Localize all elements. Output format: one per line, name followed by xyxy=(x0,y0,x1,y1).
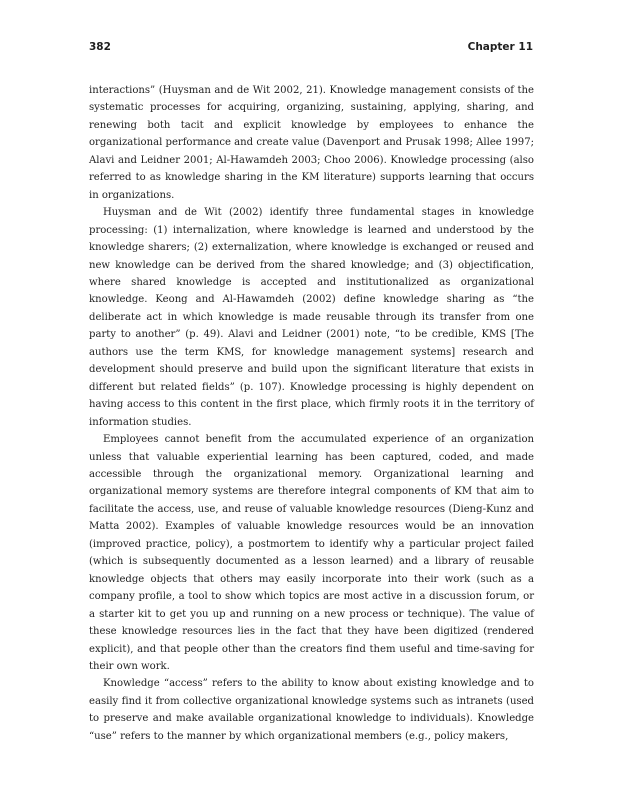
running-head xyxy=(89,41,533,57)
paragraph-continuation: interactions” (Huysman and de Wit 2002, 21). Knowledge management consists of the systematic processes for acquiring, organizing, sustaining, applying, sharing, and renewing both tacit and explicit knowledge by employees to enhance the organizational performance and create value (Davenport and Prusak 1998; Allee 1997; Alavi and Leidner 2001; Al-Hawamdeh 2003; Choo 2006). Knowledge processing (also referred to as knowledge sharing in the KM literature) supports learning that occurs in organizations. xyxy=(89,85,534,201)
page-number: 382 xyxy=(89,41,111,53)
body-text xyxy=(89,82,534,745)
paragraph-knowledge-processing-stages: Huysman and de Wit (2002) identify three fundamental stages in knowledge processing: (1) internalization, where knowledge is learned and understood by the knowledge sharers; (2) externalization, where knowledge is exchanged or reused and new knowledge can be derived from the shared knowledge; and (3) objectification, where shared knowledge is accepted and institutionalized as organizational knowledge. Keong and Al-Hawamdeh (2002) define knowledge sharing as “the deliberate act in which knowledge is made reusable through its transfer from one party to another” (p. 49). Alavi and Leidner (2001) note, “to be credible, KMS [The authors use the term KMS, for knowledge management systems] research and development should preserve and build upon the significant literature that exists in different but related fields” (p. 107). Knowledge processing is highly dependent on having access to this content in the first place, which firmly roots it in the territory of information studies. xyxy=(89,207,534,428)
paragraph-knowledge-access: Knowledge “access” refers to the ability to know about existing knowledge and to easily find it from collective organizational knowledge systems such as intranets (used to preserve and make available organizational knowledge to individuals). Knowledge “use” refers to the manner by which organizational members (e.g., policy makers, xyxy=(89,678,534,742)
paragraph-organizational-memory: Employees cannot benefit from the accumulated experience of an organization unless that valuable experiential learning has been captured, coded, and made accessible through the organizational memory. Organizational learning and organizational memory systems are therefore integral components of KM that aim to facilitate the access, use, and reuse of valuable knowledge resources (Dieng-Kunz and Matta 2002). Examples of valuable knowledge resources would be an innovation (improved practice, policy), a postmortem to identify why a particular project failed (which is subsequently documented as a lesson learned) and a library of reusable knowledge objects that others may easily incorporate into their work (such as a company profile, a tool to show which topics are most active in a discussion forum, or a starter kit to get you up and running on a new process or technique). The value of these knowledge resources lies in the fact that they have been digitized (rendered explicit), and that people other than the creators find them useful and time-saving for their own work. xyxy=(89,434,534,672)
chapter-label: Chapter 11 xyxy=(467,41,533,53)
